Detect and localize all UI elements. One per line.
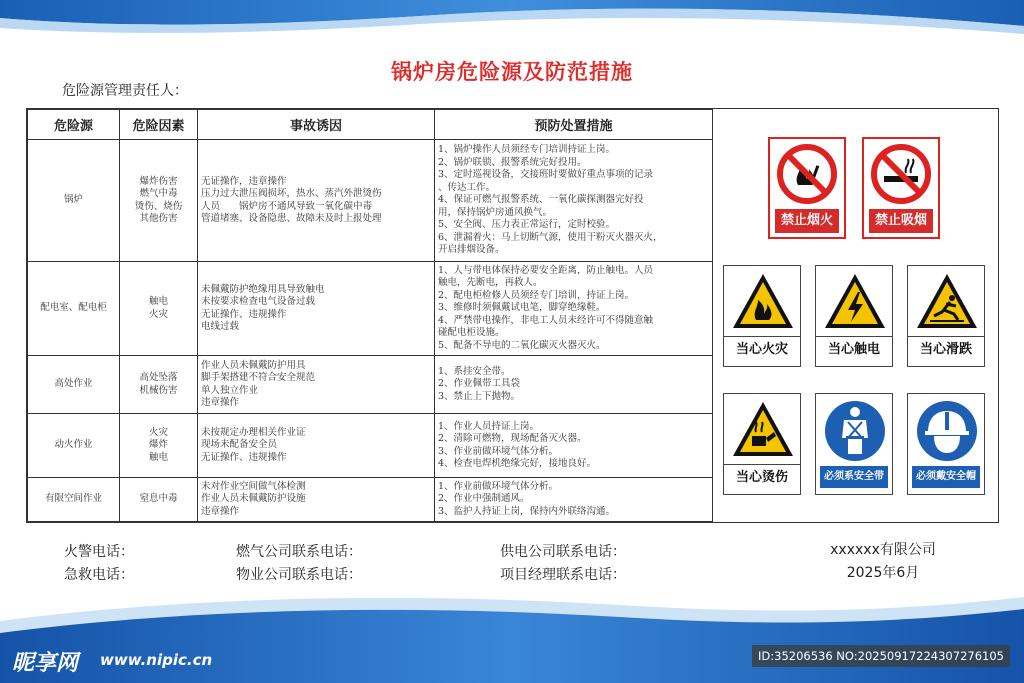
measure-line: 6、泄漏着火：马上切断气源，使用干粉灭火器灭火， [438,231,663,243]
hazard-source: 动火作业 [28,414,120,478]
measure-line: 4、严禁带电操作，非电工人员未经许可不得随意触 [438,314,654,326]
hazard-measures [435,140,713,262]
issue-date: 2025年6月 [846,565,920,581]
factor-line: 触电 [148,296,168,307]
measure-line: 3、定时巡视设备，交接班时要做好重点事项的记录 [438,169,654,181]
hazard-factors [120,414,198,478]
cause-line: 违章操作 [201,505,240,517]
sign-label: 必须戴安全帽 [912,466,980,488]
watermark-id: ID:35206536 NO:20250917224307276105 [752,645,1010,667]
table-row [28,478,713,522]
measure-line: 5、配备不导电的二氧化碳灭火器灭火。 [438,339,606,351]
cause-line: 未按规定办理相关作业证 [201,426,306,438]
cause-line: 现场未配备安全员 [201,439,278,451]
cause-line: 未按要求检查电气设备过载 [201,296,316,307]
table-row [28,140,713,262]
manager-label: 危险源管理责任人： [62,83,188,99]
factor-line: 其他伤害 [139,213,178,224]
hazard-factors [120,140,198,262]
hazard-factors [120,356,198,414]
no-smoking-icon [870,143,932,205]
hazard-factors [120,262,198,356]
pm-phone-label: 项目经理联系电话： [500,567,626,583]
hazard-table [27,109,713,522]
measure-line: 3、作业前做环境气体分析。 [438,445,559,457]
cause-line: 压力过大泄压阀损坏，热水、蒸汽外泄烫伤 [201,188,382,199]
header-measures: 预防处置措施 [435,110,713,140]
sign-label: 当心触电 [816,336,892,362]
watermark-url: www.nipic.cn [100,651,213,669]
sign-electric-warning [815,265,893,367]
burn-warning-icon [730,398,796,460]
cause-line: 无证操作、违规操作 [201,308,287,320]
measure-line: 2、作业佩带工具袋 [438,378,521,390]
hazard-source: 锅炉 [28,140,120,262]
measure-line: 2、清除可燃物，现场配备灭火器。 [438,433,587,444]
measure-line: 1、作业前做环境气体分析。 [438,480,559,492]
fire-warning-icon [730,270,796,332]
table-row [28,262,713,356]
cause-line: 无证操作，违章操作 [201,175,287,187]
header-factors: 危险因素 [120,110,198,140]
factor-line: 机械伤害 [139,384,178,396]
measure-line: 4、检查电焊机绝缘完好，接地良好。 [438,458,597,469]
factor-line: 高处坠落 [139,372,178,383]
table-row [28,414,713,478]
hazard-causes [198,262,435,356]
header-causes: 事故诱因 [198,110,435,140]
sign-slip-warning [907,265,985,367]
measure-line: 2、作业中强制通风。 [438,493,530,505]
factor-line: 窒息中毒 [139,493,178,505]
hazard-measures [435,262,713,356]
measure-line: 触电，先断电，再救人。 [438,277,543,289]
measure-line: 5、安全阀、压力表正常运行，定时校验。 [438,219,616,231]
measure-line: 2、锅炉联锁、报警系统完好投用。 [438,156,587,168]
fire-phone-label: 火警电话： [64,544,134,560]
factor-line: 烫伤、烧伤 [134,200,183,212]
safety-signs-panel [712,109,998,522]
sign-no-smoking [862,137,940,239]
sign-label: 禁止吸烟 [869,209,933,233]
hazard-causes [198,356,435,414]
hazard-source: 配电室、配电柜 [28,262,120,356]
gas-phone-label: 燃气公司联系电话： [236,544,362,560]
table-row [28,356,713,414]
measure-line: 2、配电柜检修人员须经专门培训，持证上岗。 [438,289,635,301]
hazard-measures [435,478,713,522]
cause-line: 人员 锅炉房不通风导致一氧化碳中毒 [201,200,373,212]
measure-line: 3、监护人持证上岗，保持内外联络沟通。 [438,505,616,517]
hazard-factors [120,478,198,522]
property-phone-label: 物业公司联系电话： [236,567,362,583]
electric-warning-icon [822,270,888,332]
cause-line: 未佩戴防护绝缘用具导致触电 [201,283,325,295]
hazard-causes [198,414,435,478]
cause-line: 未对作业空间做气体检测 [201,480,306,492]
factor-line: 火灾 [148,308,168,320]
sign-label: 当心滑跌 [908,336,984,362]
measure-line: 1、系挂安全带。 [438,365,511,377]
sign-burn-warning [723,393,801,495]
hazard-board [26,108,999,523]
measure-line: 1、作业人员持证上岗。 [438,420,540,432]
hazard-measures [435,356,713,414]
hazard-causes [198,478,435,522]
cause-line: 无证操作、违规操作 [201,451,287,463]
factor-line: 触电 [148,451,168,463]
measure-line: 1、人与带电体保持必要安全距离，防止触电。人员 [438,264,654,276]
sign-safety-belt [815,393,893,495]
safety-helmet-icon [914,398,980,464]
measure-line: 、传达工作。 [438,181,496,193]
measure-line: 用，保持锅炉房通风换气。 [438,206,553,218]
cause-line: 管道堵塞、设备隐患、故障未及时上报处理 [201,213,382,224]
table-header-row [28,110,713,140]
measure-line: 3、禁止上下抛物。 [438,390,521,402]
power-phone-label: 供电公司联系电话： [500,544,626,560]
measure-line: 开启排烟设备。 [438,244,505,256]
sign-label: 当心烫伤 [724,464,800,490]
factor-line: 燃气中毒 [139,188,178,199]
factor-line: 爆炸伤害 [139,175,178,187]
factor-line: 火灾 [148,426,168,438]
sign-label: 禁止烟火 [775,209,839,233]
header-source: 危险源 [28,110,120,140]
cause-line: 脚手架搭建不符合安全规范 [201,372,316,383]
hazard-measures [435,414,713,478]
company-name: xxxxxx有限公司 [830,542,936,558]
top-wave-decoration [0,0,1024,60]
hazard-source: 高处作业 [28,356,120,414]
no-fire-icon [776,143,838,205]
factor-line: 爆炸 [148,439,168,451]
safety-belt-icon [822,398,888,464]
cause-line: 作业人员未佩戴防护设施 [201,493,306,505]
sign-no-fire [768,137,846,239]
sign-fire-warning [723,265,801,367]
hazard-source: 有限空间作业 [28,478,120,522]
cause-line: 违章操作 [201,397,240,408]
sign-label: 当心火灾 [724,336,800,362]
measure-line: 碰配电柜设施。 [438,327,505,339]
page-title: 锅炉房危险源及防范措施 [391,60,633,84]
emergency-phone-label: 急救电话： [64,567,134,583]
slip-warning-icon [914,270,980,332]
measure-line: 3、维修时须佩戴试电笔，脚穿绝缘鞋。 [438,302,606,314]
watermark-logo: 昵享网 [12,651,79,676]
sign-safety-helmet [907,393,985,495]
hazard-causes [198,140,435,262]
sign-label: 必须系安全带 [820,466,888,488]
cause-line: 作业人员未佩戴防护用具 [201,359,306,371]
cause-line: 电线过载 [201,321,240,332]
measure-line: 4、保证可燃气报警系统、一氧化碳探测器完好投 [438,194,644,206]
cause-line: 单人独立作业 [201,384,259,396]
measure-line: 1、锅炉操作人员须经专门培训持证上岗。 [438,144,616,156]
